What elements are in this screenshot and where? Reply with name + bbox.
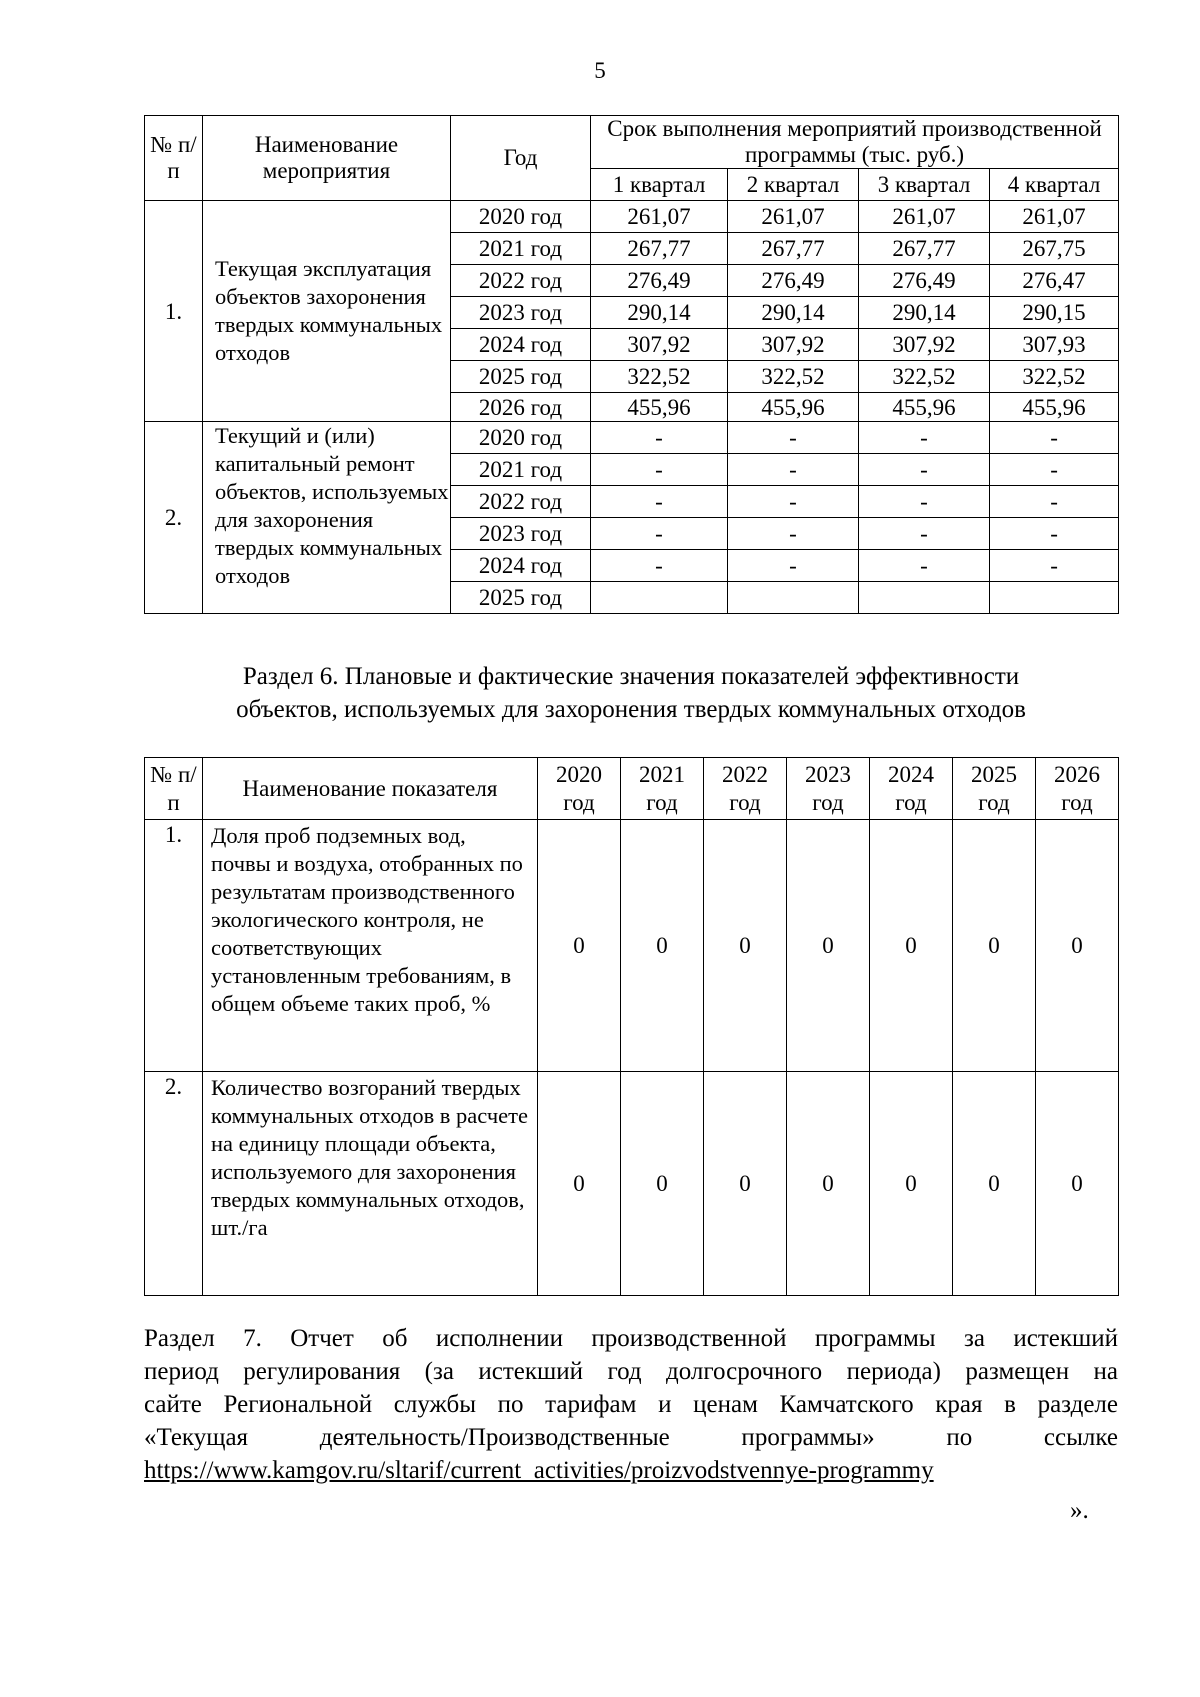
- value-cell: 0: [621, 1072, 704, 1296]
- production-program-schedule-table: [144, 115, 1119, 614]
- group-2-num: 2.: [145, 422, 203, 614]
- header-year: 2024 год: [870, 758, 953, 820]
- header-year: 2023 год: [787, 758, 870, 820]
- header-year: 2020 год: [538, 758, 621, 820]
- value-cell: -: [859, 454, 990, 486]
- section-6-heading: [144, 660, 1118, 726]
- value-cell: 322,52: [859, 361, 990, 393]
- value-cell: 307,92: [859, 329, 990, 361]
- section-7-line-4: «Текущая деятельность/Производственные программы» по ссылке: [144, 1424, 1118, 1451]
- value-cell: 267,77: [728, 233, 859, 265]
- header-num: № п/п: [145, 116, 203, 201]
- year-cell: 2021 год: [451, 233, 591, 265]
- closing-quote: ».: [1070, 1497, 1089, 1524]
- value-cell: 0: [704, 820, 787, 1072]
- year-cell: 2024 год: [451, 550, 591, 582]
- value-cell: 290,15: [990, 297, 1119, 329]
- value-cell: 290,14: [728, 297, 859, 329]
- year-cell: 2020 год: [451, 201, 591, 233]
- value-cell: -: [859, 518, 990, 550]
- value-cell: 0: [1036, 1072, 1119, 1296]
- table-row: [145, 201, 1119, 233]
- header-name: Наименование мероприятия: [203, 116, 451, 201]
- value-cell: 0: [787, 820, 870, 1072]
- value-cell: 267,75: [990, 233, 1119, 265]
- table-row: [145, 422, 1119, 454]
- value-cell: 322,52: [728, 361, 859, 393]
- value-cell: [990, 582, 1119, 614]
- year-cell: 2020 год: [451, 422, 591, 454]
- value-cell: -: [728, 518, 859, 550]
- value-cell: -: [591, 486, 728, 518]
- value-cell: 0: [870, 820, 953, 1072]
- header-quarter-3: 3 квартал: [859, 169, 990, 201]
- value-cell: [591, 582, 728, 614]
- value-cell: -: [591, 518, 728, 550]
- section-7-line-1: Раздел 7. Отчет об исполнении производственной программы за истекший: [144, 1325, 1118, 1352]
- programs-link[interactable]: https://www.kamgov.ru/sltarif/current_activities/proizvodstvennye-programmy: [144, 1457, 934, 1484]
- value-cell: 0: [870, 1072, 953, 1296]
- year-cell: 2026 год: [451, 393, 591, 422]
- value-cell: 0: [538, 1072, 621, 1296]
- header-quarter-4: 4 квартал: [990, 169, 1119, 201]
- indicator-name: Количество возгораний твердых коммунальных отходов в расчете на единицу площади объекта, используемого для захоронения твердых коммунальных отходов, шт./га: [203, 1072, 538, 1296]
- header-year: 2026 год: [1036, 758, 1119, 820]
- value-cell: 455,96: [728, 393, 859, 422]
- section-7-paragraph: [144, 1322, 1118, 1487]
- row-num: 2.: [145, 1072, 203, 1296]
- value-cell: 276,49: [591, 265, 728, 297]
- page-number: 5: [594, 58, 606, 83]
- value-cell: 307,92: [728, 329, 859, 361]
- value-cell: 261,07: [859, 201, 990, 233]
- row-num: 1.: [145, 820, 203, 1072]
- value-cell: -: [728, 454, 859, 486]
- value-cell: -: [859, 486, 990, 518]
- year-cell: 2023 год: [451, 518, 591, 550]
- table-row: [145, 820, 1119, 1072]
- year-cell: 2022 год: [451, 486, 591, 518]
- value-cell: -: [990, 454, 1119, 486]
- header-quarter-1: 1 квартал: [591, 169, 728, 201]
- value-cell: [728, 582, 859, 614]
- value-cell: -: [990, 550, 1119, 582]
- value-cell: -: [990, 518, 1119, 550]
- value-cell: -: [728, 422, 859, 454]
- group-1-name: Текущая эксплуатация объектов захоронения твердых коммунальных отходов: [203, 201, 451, 422]
- value-cell: 0: [787, 1072, 870, 1296]
- value-cell: 0: [538, 820, 621, 1072]
- value-cell: 261,07: [728, 201, 859, 233]
- value-cell: 0: [704, 1072, 787, 1296]
- header-period: Срок выполнения мероприятий производственной программы (тыс. руб.): [591, 116, 1119, 169]
- value-cell: 307,92: [591, 329, 728, 361]
- value-cell: 455,96: [859, 393, 990, 422]
- value-cell: 455,96: [591, 393, 728, 422]
- header-indicator-name: Наименование показателя: [203, 758, 538, 820]
- year-cell: 2023 год: [451, 297, 591, 329]
- year-cell: 2025 год: [451, 582, 591, 614]
- value-cell: 267,77: [591, 233, 728, 265]
- section-7-line-3: сайте Региональной службы по тарифам и ценам Камчатского края в разделе: [144, 1391, 1118, 1418]
- value-cell: 290,14: [859, 297, 990, 329]
- value-cell: 0: [1036, 820, 1119, 1072]
- value-cell: 290,14: [591, 297, 728, 329]
- value-cell: 0: [953, 820, 1036, 1072]
- header-year: 2025 год: [953, 758, 1036, 820]
- value-cell: 0: [621, 820, 704, 1072]
- group-1-num: 1.: [145, 201, 203, 422]
- efficiency-indicators-table: [144, 757, 1119, 1296]
- value-cell: -: [591, 550, 728, 582]
- year-cell: 2025 год: [451, 361, 591, 393]
- value-cell: -: [990, 486, 1119, 518]
- value-cell: [859, 582, 990, 614]
- year-cell: 2022 год: [451, 265, 591, 297]
- value-cell: -: [990, 422, 1119, 454]
- value-cell: -: [859, 422, 990, 454]
- value-cell: 307,93: [990, 329, 1119, 361]
- section-6-title-line-1: Раздел 6. Плановые и фактические значения показателей эффективности: [242, 663, 1020, 690]
- header-quarter-2: 2 квартал: [728, 169, 859, 201]
- indicator-name: Доля проб подземных вод, почвы и воздуха, отобранных по результатам производственного экологического контроля, не соответствующих установленным требованиям, в общем объеме таких проб, %: [203, 820, 538, 1072]
- header-year: 2022 год: [704, 758, 787, 820]
- header-year: 2021 год: [621, 758, 704, 820]
- value-cell: -: [591, 454, 728, 486]
- section-7-line-2: период регулирования (за истекший год долгосрочного периода) размещен на: [144, 1358, 1118, 1385]
- value-cell: 455,96: [990, 393, 1119, 422]
- value-cell: -: [728, 550, 859, 582]
- value-cell: 267,77: [859, 233, 990, 265]
- value-cell: -: [728, 486, 859, 518]
- header-year: Год: [451, 116, 591, 201]
- year-cell: 2024 год: [451, 329, 591, 361]
- header-num: № п/п: [145, 758, 203, 820]
- group-2-name: Текущий и (или) капитальный ремонт объектов, используемых для захоронения твердых коммунальных отходов: [203, 422, 451, 614]
- table-row: [145, 1072, 1119, 1296]
- value-cell: 261,07: [990, 201, 1119, 233]
- value-cell: -: [591, 422, 728, 454]
- year-cell: 2021 год: [451, 454, 591, 486]
- value-cell: 322,52: [591, 361, 728, 393]
- value-cell: -: [859, 550, 990, 582]
- value-cell: 322,52: [990, 361, 1119, 393]
- value-cell: 0: [953, 1072, 1036, 1296]
- value-cell: 276,49: [728, 265, 859, 297]
- section-6-title-line-2: объектов, используемых для захоронения твердых коммунальных отходов: [236, 696, 1026, 723]
- value-cell: 261,07: [591, 201, 728, 233]
- value-cell: 276,49: [859, 265, 990, 297]
- value-cell: 276,47: [990, 265, 1119, 297]
